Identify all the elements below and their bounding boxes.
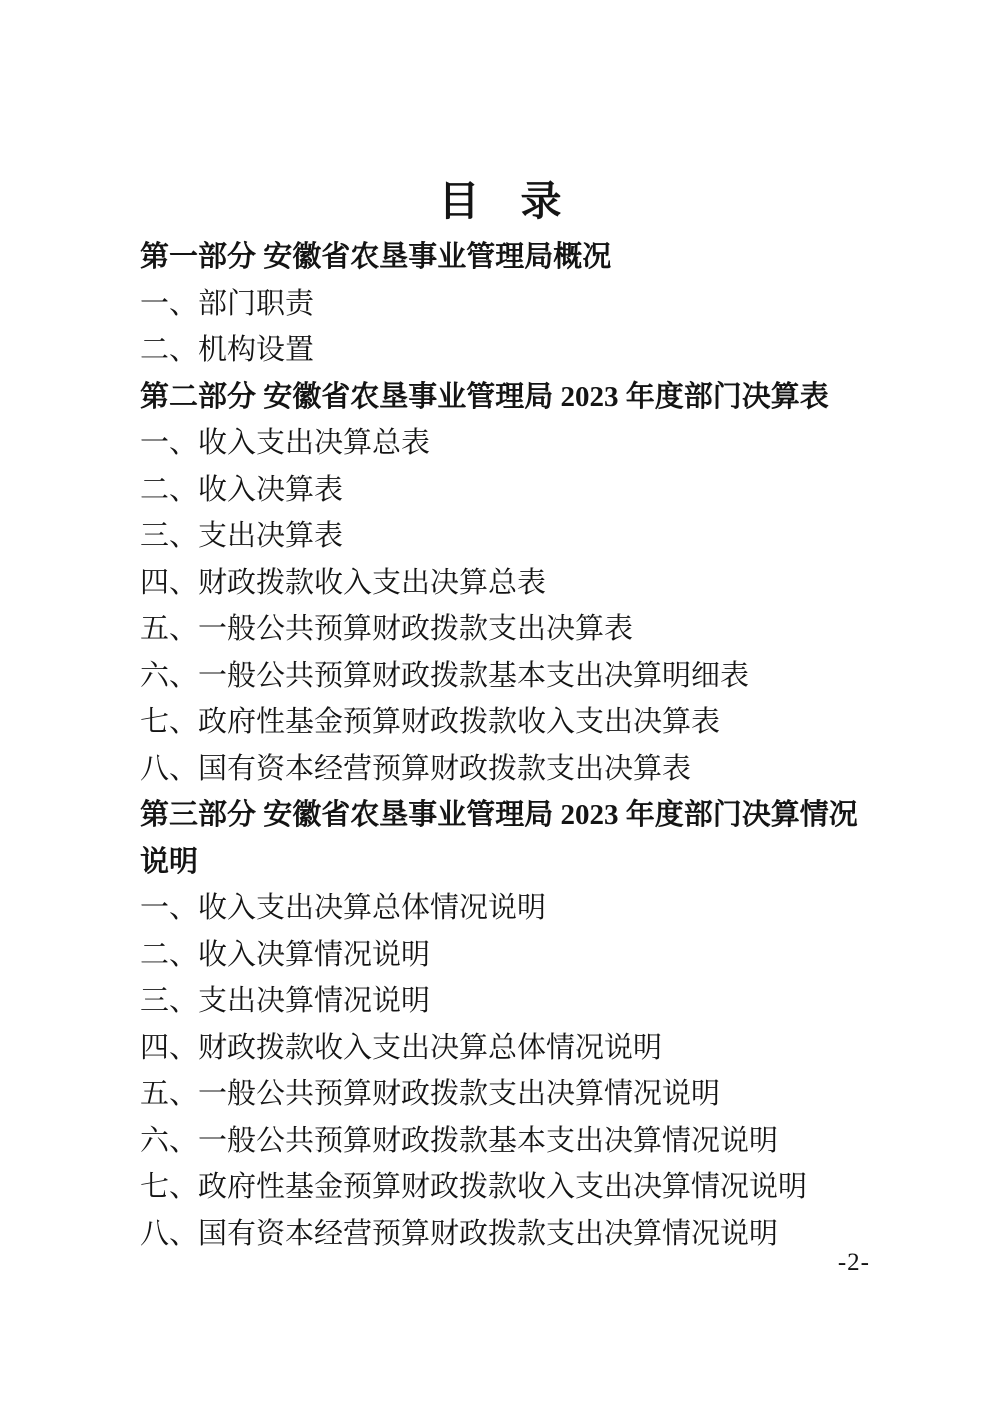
page-number: -2-: [837, 1249, 870, 1276]
toc-section-2-heading: 第二部分 安徽省农垦事业管理局 2023 年度部门决算表: [140, 380, 829, 413]
toc-item: 二、收入决算情况说明: [140, 938, 431, 971]
toc-item: 一、收入支出决算总体情况说明: [140, 892, 547, 924]
toc-item: 八、国有资本经营预算财政拨款支出决算情况说明: [140, 1217, 779, 1250]
table-of-contents: [140, 234, 882, 1257]
toc-item: 三、支出决算表: [140, 520, 344, 552]
toc-item: 七、政府性基金预算财政拨款收入支出决算表: [140, 706, 721, 738]
toc-item: 四、财政拨款收入支出决算总表: [140, 566, 547, 599]
toc-item: 七、政府性基金预算财政拨款收入支出决算情况说明: [140, 1171, 808, 1203]
toc-section-3-heading: 第三部分 安徽省农垦事业管理局 2023 年度部门决算情况说明: [140, 799, 858, 878]
toc-item: 一、收入支出决算总表: [140, 427, 431, 459]
toc-item: 六、一般公共预算财政拨款基本支出决算明细表: [140, 659, 750, 692]
toc-item: 三、支出决算情况说明: [140, 985, 431, 1017]
toc-item: 八、国有资本经营预算财政拨款支出决算表: [140, 752, 692, 785]
toc-item: 一、部门职责: [140, 287, 315, 320]
toc-item: 五、一般公共预算财政拨款支出决算情况说明: [140, 1078, 721, 1110]
page-title: 目 录: [438, 178, 562, 224]
toc-item: 二、收入决算表: [140, 473, 344, 506]
toc-item: 五、一般公共预算财政拨款支出决算表: [140, 613, 634, 645]
toc-section-1-heading: 第一部分 安徽省农垦事业管理局概况: [140, 241, 612, 273]
toc-item: 二、机构设置: [140, 334, 315, 366]
toc-item: 四、财政拨款收入支出决算总体情况说明: [140, 1031, 663, 1064]
toc-item: 六、一般公共预算财政拨款基本支出决算情况说明: [140, 1124, 779, 1157]
